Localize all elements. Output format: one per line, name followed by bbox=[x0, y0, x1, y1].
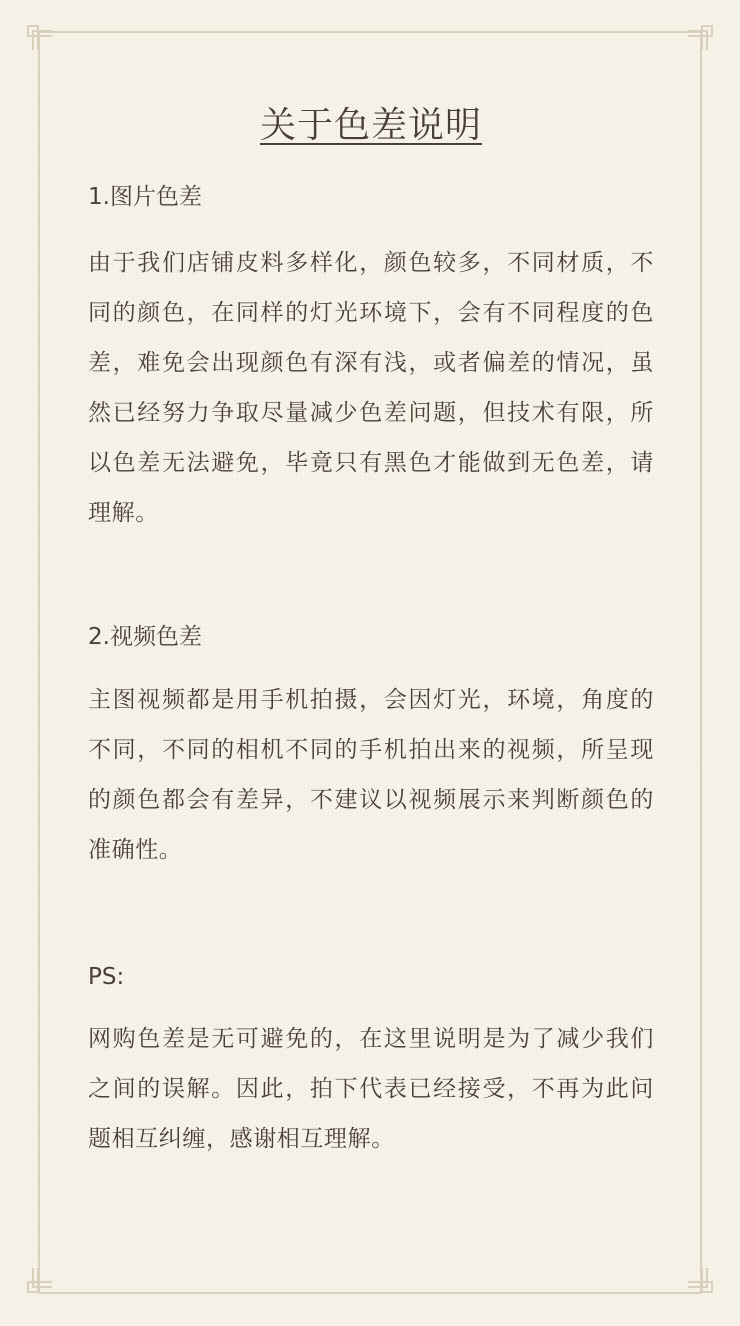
frame-corner-ornament bbox=[688, 24, 714, 50]
section-body-ps: 网购色差是无可避免的，在这里说明是为了减少我们之间的误解。因此，拍下代表已经接受，不再为此问题相互纠缠，感谢相互理解。 bbox=[88, 1026, 654, 1152]
frame-corner-ornament bbox=[26, 1268, 52, 1294]
frame-corner-ornament bbox=[688, 1268, 714, 1294]
section-body-video-color-difference: 主图视频都是用手机拍摄，会因灯光，环境，角度的不同，不同的相机不同的手机拍出来的视频，所呈现的颜色都会有差异，不建议以视频展示来判断颜色的准确性。 bbox=[88, 687, 654, 863]
section-heading-ps: PS: bbox=[88, 964, 125, 990]
section-heading-video-color-difference: 2.视频色差 bbox=[88, 624, 202, 650]
page-title bbox=[88, 100, 654, 152]
section-body-image-color-difference: 由于我们店铺皮料多样化，颜色较多，不同材质，不同的颜色，在同样的灯光环境下，会有不同程度的色差，难免会出现颜色有深有浅，或者偏差的情况，虽然已经努力争取尽量减少色差问题，但技术有限，所以色差无法避免，毕竟只有黑色才能做到无色差，请理解。 bbox=[88, 250, 654, 526]
frame-corner-ornament bbox=[26, 24, 52, 50]
page-title-text: 关于色差说明 bbox=[259, 105, 482, 146]
section-heading-image-color-difference: 1.图片色差 bbox=[88, 184, 202, 210]
